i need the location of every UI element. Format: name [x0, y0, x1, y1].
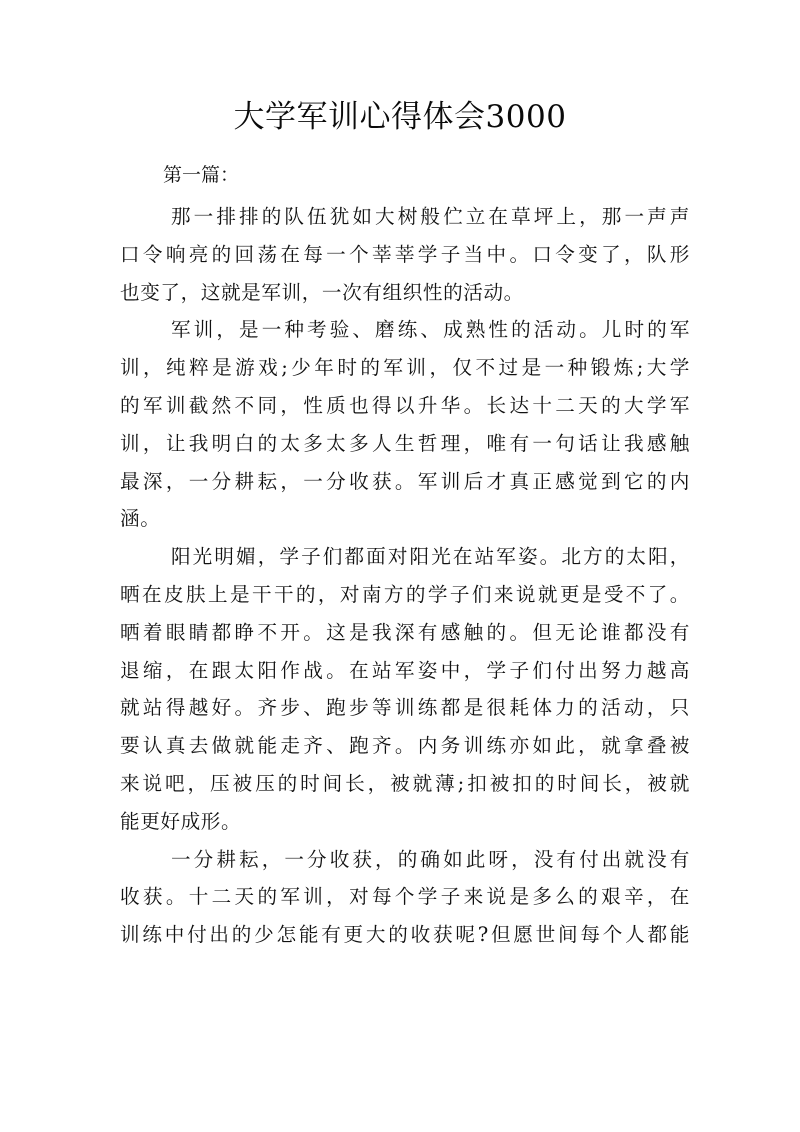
text-line: 一分耕耘，一分收获，的确如此呀，没有付出就没有 — [171, 847, 690, 871]
paragraph-3 — [120, 538, 690, 840]
text-line: 晒着眼睛都睁不开。这是我深有感触的。但无论谁都没有 — [120, 620, 690, 644]
text-line: 口令响亮的回荡在每一个莘莘学子当中。口令变了，队形 — [120, 242, 690, 266]
text-line: 收获。十二天的军训，对每个学子来说是多么的艰辛，在 — [120, 885, 690, 909]
text-line: 来说吧，压被压的时间长，被就薄;扣被扣的时间长，被就 — [120, 771, 690, 795]
text-line: 训，纯粹是游戏;少年时的军训，仅不过是一种锻炼;大学 — [120, 356, 690, 380]
paragraph-4 — [120, 841, 690, 954]
text-line: 训练中付出的少怎能有更大的收获呢?但愿世间每个人都能 — [120, 923, 690, 947]
document-title: 大学军训心得体会3000 — [233, 99, 567, 135]
text-line: 涵。 — [120, 507, 161, 531]
text-line: 阳光明媚，学子们都面对阳光在站军姿。北方的太阳， — [171, 545, 690, 569]
text-line: 也变了，这就是军训，一次有组织性的活动。 — [120, 280, 524, 304]
text-line: 最深，一分耕耘，一分收获。军训后才真正感觉到它的内 — [120, 469, 690, 493]
text-line: 退缩，在跟太阳作战。在站军姿中，学子们付出努力越高 — [120, 658, 690, 682]
paragraph-1 — [120, 198, 690, 311]
text-line: 的军训截然不同，性质也得以升华。长达十二天的大学军 — [120, 393, 690, 417]
text-line: 要认真去做就能走齐、跑齐。内务训练亦如此，就拿叠被 — [120, 734, 690, 758]
section-heading: 第一篇： — [163, 164, 240, 186]
text-line: 晒在皮肤上是干干的，对南方的学子们来说就更是受不了。 — [120, 582, 690, 606]
document-body — [120, 198, 690, 954]
text-line: 能更好成形。 — [120, 809, 242, 833]
text-line: 军训，是一种考验、磨练、成熟性的活动。儿时的军 — [171, 318, 690, 342]
text-line: 那一排排的队伍犹如大树般伫立在草坪上，那一声声 — [171, 205, 690, 228]
text-line: 就站得越好。齐步、跑步等训练都是很耗体力的活动，只 — [120, 696, 690, 720]
paragraph-2 — [120, 311, 690, 538]
text-line: 训，让我明白的太多太多人生哲理，唯有一句话让我感触 — [120, 431, 690, 455]
